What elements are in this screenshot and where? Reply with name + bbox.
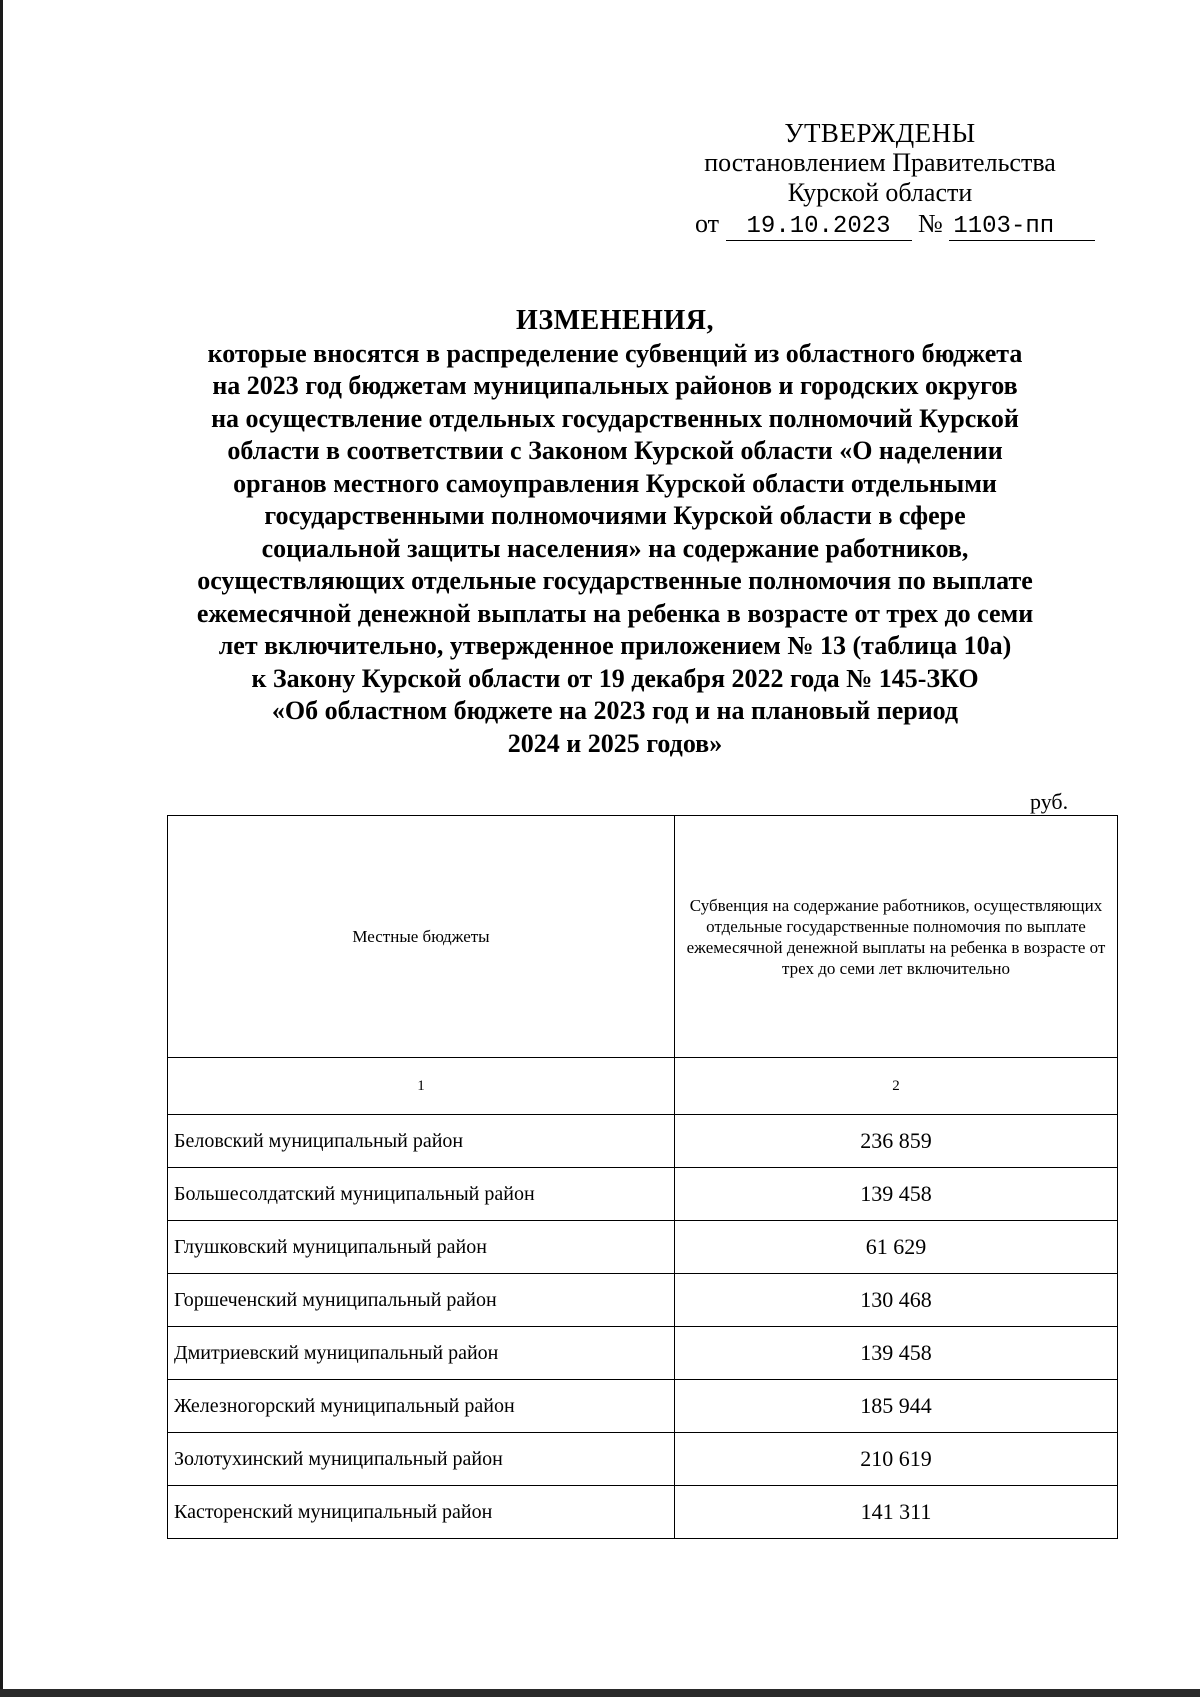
heading-line: «Об областном бюджете на 2023 год и на плановый период [271, 696, 959, 725]
table-row [168, 1274, 1118, 1327]
table-row [168, 1380, 1118, 1433]
heading-line: ежемесячной денежной выплаты на ребенка в возрасте от трех до семи [196, 598, 1034, 628]
heading-line: социальной защиты населения» на содержание работников, [261, 533, 969, 563]
currency-unit: руб. [1030, 789, 1069, 814]
table-row [168, 1115, 1118, 1168]
subvention-amount: 236 859 [675, 1115, 1118, 1168]
heading-line: на 2023 год бюджетам муниципальных районов и городских округов [212, 371, 1018, 400]
subvention-amount: 210 619 [675, 1433, 1118, 1486]
heading-title: ИЗМЕНЕНИЯ, [516, 305, 714, 336]
district-name: Глушковский муниципальный район [168, 1221, 675, 1274]
table-row [168, 1168, 1118, 1221]
subvention-amount: 185 944 [675, 1380, 1118, 1433]
approval-line-1: постановлением Правительства [704, 148, 1056, 177]
heading-line: которые вносятся в распределение субвенций из областного бюджета [207, 338, 1023, 368]
heading-line: 2024 и 2025 годов» [507, 728, 723, 758]
subvention-amount: 130 468 [675, 1274, 1118, 1327]
header-local-budgets: Местные бюджеты [168, 816, 675, 1058]
district-name: Горшеченский муниципальный район [168, 1274, 675, 1327]
header-subvention-text: Субвенция на содержание работников, осуществляющих отдельные государственные полномочия по выплате ежемесячной денежной выплаты на ребенка в возрасте от трех до семи лет включительно [686, 895, 1106, 978]
scan-edge-bottom [0, 1689, 1200, 1697]
table-header-row [168, 816, 1118, 1058]
number-prefix: № [918, 209, 943, 238]
heading-line: государственными полномочиями Курской области в сфере [264, 501, 966, 530]
table-row [168, 1486, 1118, 1539]
district-name: Золотухинский муниципальный район [168, 1433, 675, 1486]
heading-line: осуществляющих отдельные государственные полномочия по выплате [197, 566, 1033, 595]
approval-line-2: Курской области [787, 178, 973, 207]
table-row [168, 1327, 1118, 1380]
subvention-amount: 139 458 [675, 1168, 1118, 1221]
district-name: Большесолдатский муниципальный район [168, 1168, 675, 1221]
approval-date: 19.10.2023 [726, 214, 912, 241]
heading-line: к Закону Курской области от 19 декабря 2022 года № 145-ЗКО [251, 663, 979, 693]
document-heading [150, 305, 1080, 760]
approval-title: УТВЕРЖДЕНЫ [784, 118, 976, 148]
heading-line: органов местного самоуправления Курской области отдельными [233, 468, 997, 498]
approval-dateline [660, 209, 1100, 241]
district-name: Железногорский муниципальный район [168, 1380, 675, 1433]
district-name: Касторенский муниципальный район [168, 1486, 675, 1539]
approval-number: 1103-пп [949, 214, 1095, 241]
date-prefix: от [695, 209, 720, 238]
subvention-amount: 141 311 [675, 1486, 1118, 1539]
district-name: Дмитриевский муниципальный район [168, 1327, 675, 1380]
subvention-table [167, 815, 1118, 1539]
header-subvention [675, 816, 1118, 1058]
column-number-1: 1 [168, 1058, 675, 1115]
approval-block [660, 118, 1100, 241]
table-row [168, 1433, 1118, 1486]
subvention-amount: 61 629 [675, 1221, 1118, 1274]
table-row [168, 1221, 1118, 1274]
column-number-2: 2 [675, 1058, 1118, 1115]
column-number-row [168, 1058, 1118, 1115]
heading-line: лет включительно, утвержденное приложением № 13 (таблица 10а) [218, 631, 1012, 660]
heading-line: области в соответствии с Законом Курской области «О наделении [227, 436, 1003, 465]
district-name: Беловский муниципальный район [168, 1115, 675, 1168]
scan-edge-left [0, 0, 3, 1697]
heading-line: на осуществление отдельных государственных полномочий Курской [211, 403, 1019, 433]
subvention-amount: 139 458 [675, 1327, 1118, 1380]
